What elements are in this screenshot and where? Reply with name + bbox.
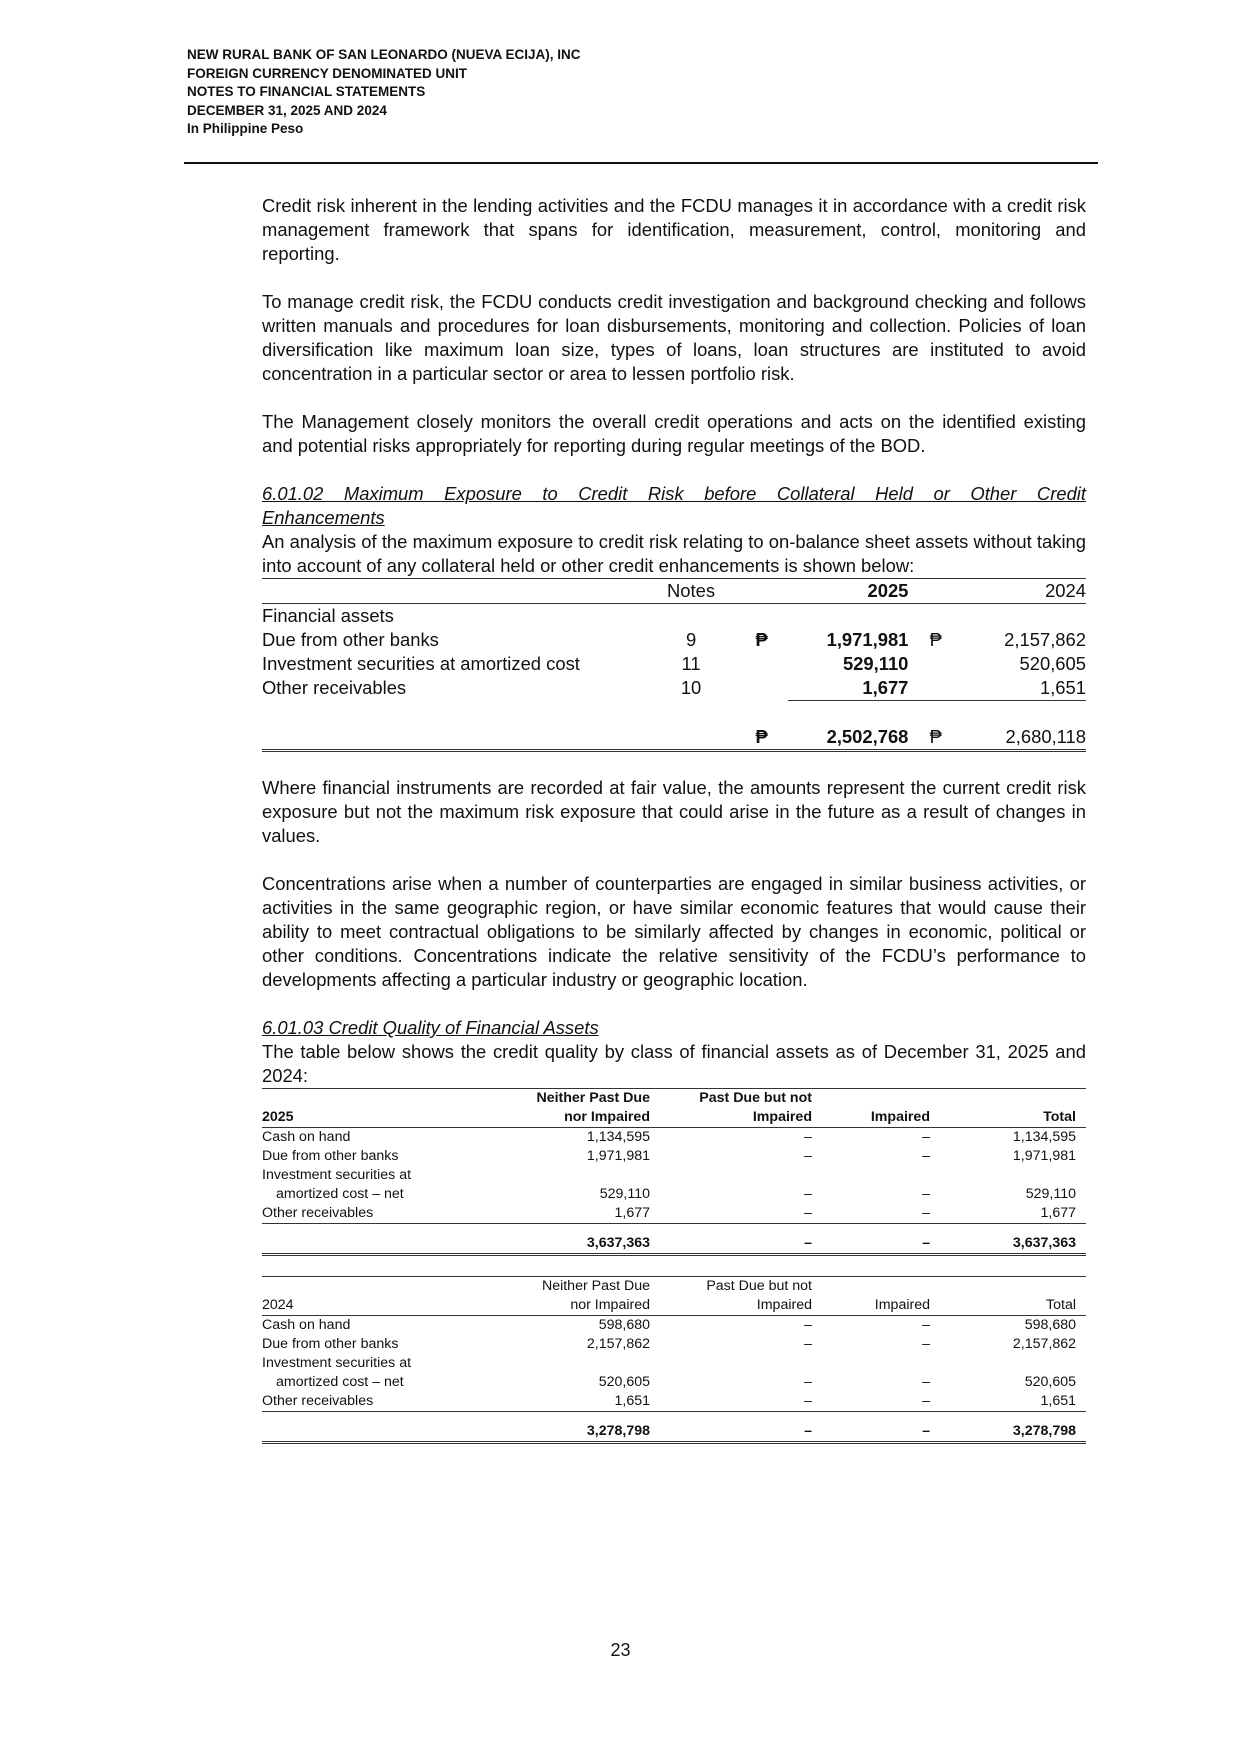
table-row [262,676,1086,701]
row-note: 9 [685,629,697,650]
currency-note: In Philippine Peso [187,121,304,136]
cell-total: 598,680 [1024,1317,1076,1333]
total-row [262,1234,1086,1255]
section-title-max-exposure-cont: Enhancements [262,507,385,528]
cell-past-due: – [804,1186,812,1202]
credit-quality-table-2024 [262,1276,1086,1444]
cell-neither: 1,134,595 [586,1129,650,1145]
table-row [262,1335,1086,1354]
cell-past-due: – [804,1129,812,1145]
cell-total: 529,110 [1025,1186,1076,1202]
cell-impaired: – [922,1374,930,1390]
row-label: amortized cost – net [276,1186,404,1202]
cell-past-due: – [804,1317,812,1333]
cell-neither: 1,651 [452,1392,650,1412]
cell-total: 1,677 [930,1204,1086,1224]
cell-past-due: – [804,1374,812,1390]
col-header-neither: Neither Past Due [452,1277,650,1297]
paragraph-credit-quality-intro: The table below shows the credit quality by class of financial assets as of December 31, 2025 and 2024: [262,1041,1086,1086]
table-row [262,1166,1086,1185]
section-title-credit-quality: 6.01.03 Credit Quality of Financial Assets [262,1017,599,1038]
col-header-notes: Notes [647,579,736,604]
company-name: NEW RURAL BANK OF SAN LEONARDO (NUEVA ECIJA), INC [187,47,581,62]
cell-neither: 1,677 [452,1204,650,1224]
group-label: Financial assets [262,605,394,626]
header-rule [184,162,1098,164]
total-neither: 3,637,363 [452,1234,650,1255]
cell-impaired: – [922,1336,930,1352]
currency-symbol: ₱ [929,629,942,650]
col-header-2024: 2024 [963,579,1086,604]
table-row [262,628,1086,652]
col-header-impaired: Impaired [812,1108,930,1128]
col-header-2025: 2025 [788,579,909,604]
row-value-2024: 1,651 [963,676,1086,701]
cell-total: 1,651 [930,1392,1086,1412]
table-year: 2024 [262,1296,452,1316]
row-label: Investment securities at [262,1167,412,1183]
col-header-past-due-cont: Impaired [650,1108,812,1128]
table-row [262,652,1086,676]
cell-neither: 520,605 [598,1374,650,1390]
row-note: 10 [680,677,702,699]
table-row [262,1373,1086,1392]
col-header-past-due-cont: Impaired [650,1296,812,1316]
paragraph-manage-credit-risk: To manage credit risk, the FCDU conducts credit investigation and background checking and follows written manuals and procedures for loan disbursements, monitoring and collection. Policies of loan diversification like maximum loan size, types of loans, loan structures are instituted to avoid concentration in a particular sector or area to lessen portfolio risk. [262,291,1086,384]
cell-total: 1,971,981 [1012,1148,1076,1164]
table-row [262,1128,1086,1148]
table-row [262,1185,1086,1204]
total-2024: 2,680,118 [963,725,1086,751]
row-label: Investment securities at amortized cost [262,653,580,674]
cell-past-due: – [650,1392,812,1412]
page-body [262,194,1086,1444]
cell-past-due: – [650,1204,812,1224]
row-label: Cash on hand [262,1317,351,1333]
total-2025: 2,502,768 [788,725,909,751]
cell-neither: 598,680 [598,1317,650,1333]
cell-total: 2,157,862 [1012,1336,1076,1352]
unit-name: FOREIGN CURRENCY DENOMINATED UNIT [187,65,468,81]
paragraph-max-exposure-intro: An analysis of the maximum exposure to credit risk relating to on-balance sheet assets without taking into account of any collateral held or other credit enhancements is shown below: [262,531,1086,576]
statement-date: DECEMBER 31, 2025 AND 2024 [187,102,387,118]
total-total: 3,278,798 [930,1422,1086,1443]
statement-title: NOTES TO FINANCIAL STATEMENTS [187,84,426,99]
cell-total: 520,605 [1024,1374,1076,1390]
paragraph-fair-value: Where financial instruments are recorded at fair value, the amounts represent the current credit risk exposure but not the maximum risk exposure that could arise in the future as a result of changes in values. [262,777,1086,846]
row-label: Cash on hand [262,1129,351,1145]
col-header-neither-cont: nor Impaired [452,1108,650,1128]
table-row [262,1147,1086,1166]
row-value-2025: 529,110 [842,653,909,674]
row-label: Due from other banks [262,629,439,650]
row-note: 11 [681,653,701,674]
row-label: Other receivables [262,1392,452,1412]
document-header [187,46,581,139]
col-header-neither: Neither Past Due [452,1089,650,1109]
currency-symbol: ₱ [755,629,768,650]
page-number: 23 [610,1640,631,1660]
cell-total: 1,134,595 [1012,1129,1076,1145]
total-neither: 3,278,798 [452,1422,650,1443]
row-value-2024: 520,605 [1019,653,1086,674]
max-exposure-table [262,578,1086,752]
table-year: 2025 [262,1108,452,1128]
col-header-neither-cont: nor Impaired [452,1296,650,1316]
total-row [262,1422,1086,1443]
cell-impaired: – [922,1148,930,1164]
cell-impaired: – [922,1317,930,1333]
cell-impaired: – [812,1204,930,1224]
table-row [262,1354,1086,1373]
total-row [262,725,1086,751]
cell-impaired: – [922,1186,930,1202]
row-label: Due from other banks [262,1336,399,1352]
cell-impaired: – [812,1392,930,1412]
col-header-total: Total [930,1296,1086,1316]
paragraph-concentrations: Concentrations arise when a number of counterparties are engaged in similar business activities, or activities in the same geographic region, or have similar economic features that would cause their ability to meet contractual obligations to be similarly affected by changes in economic, political or other conditions. Concentrations indicate the relative sensitivity of the FCDU’s performance to developments affecting a particular industry or geographic location. [262,873,1086,990]
row-value-2024: 2,157,862 [1004,629,1086,650]
total-impaired: – [812,1422,930,1443]
cell-neither: 1,971,981 [586,1148,650,1164]
table-row [262,1316,1086,1336]
cell-past-due: – [804,1148,812,1164]
total-total: 3,637,363 [930,1234,1086,1255]
col-header-total: Total [930,1108,1086,1128]
currency-symbol: ₱ [908,725,963,751]
col-header-past-due: Past Due but not [650,1277,812,1297]
total-past-due: – [650,1234,812,1255]
row-value-2025: 1,677 [788,676,909,701]
total-past-due: – [650,1422,812,1443]
col-header-impaired: Impaired [812,1296,930,1316]
table-row [262,1204,1086,1224]
total-impaired: – [812,1234,930,1255]
row-label: amortized cost – net [276,1374,404,1390]
credit-quality-table-2025 [262,1088,1086,1256]
cell-past-due: – [804,1336,812,1352]
row-value-2025: 1,971,981 [826,629,909,650]
paragraph-credit-risk: Credit risk inherent in the lending activities and the FCDU manages it in accordance with a credit risk management framework that spans for identification, measurement, control, monitoring and reporting. [262,195,1086,264]
currency-symbol: ₱ [735,725,787,751]
section-title-max-exposure: 6.01.02 Maximum Exposure to Credit Risk before Collateral Held or Other Credit [262,483,1086,504]
cell-impaired: – [922,1129,930,1145]
cell-neither: 2,157,862 [586,1336,650,1352]
paragraph-management-monitoring: The Management closely monitors the overall credit operations and acts on the identified existing and potential risks appropriately for reporting during regular meetings of the BOD. [262,411,1086,456]
row-label: Other receivables [262,677,407,699]
row-label: Other receivables [262,1204,452,1224]
row-label: Investment securities at [262,1355,412,1371]
cell-neither: 529,110 [599,1186,650,1202]
row-label: Due from other banks [262,1148,399,1164]
col-header-past-due: Past Due but not [650,1089,812,1109]
table-row [262,1392,1086,1412]
